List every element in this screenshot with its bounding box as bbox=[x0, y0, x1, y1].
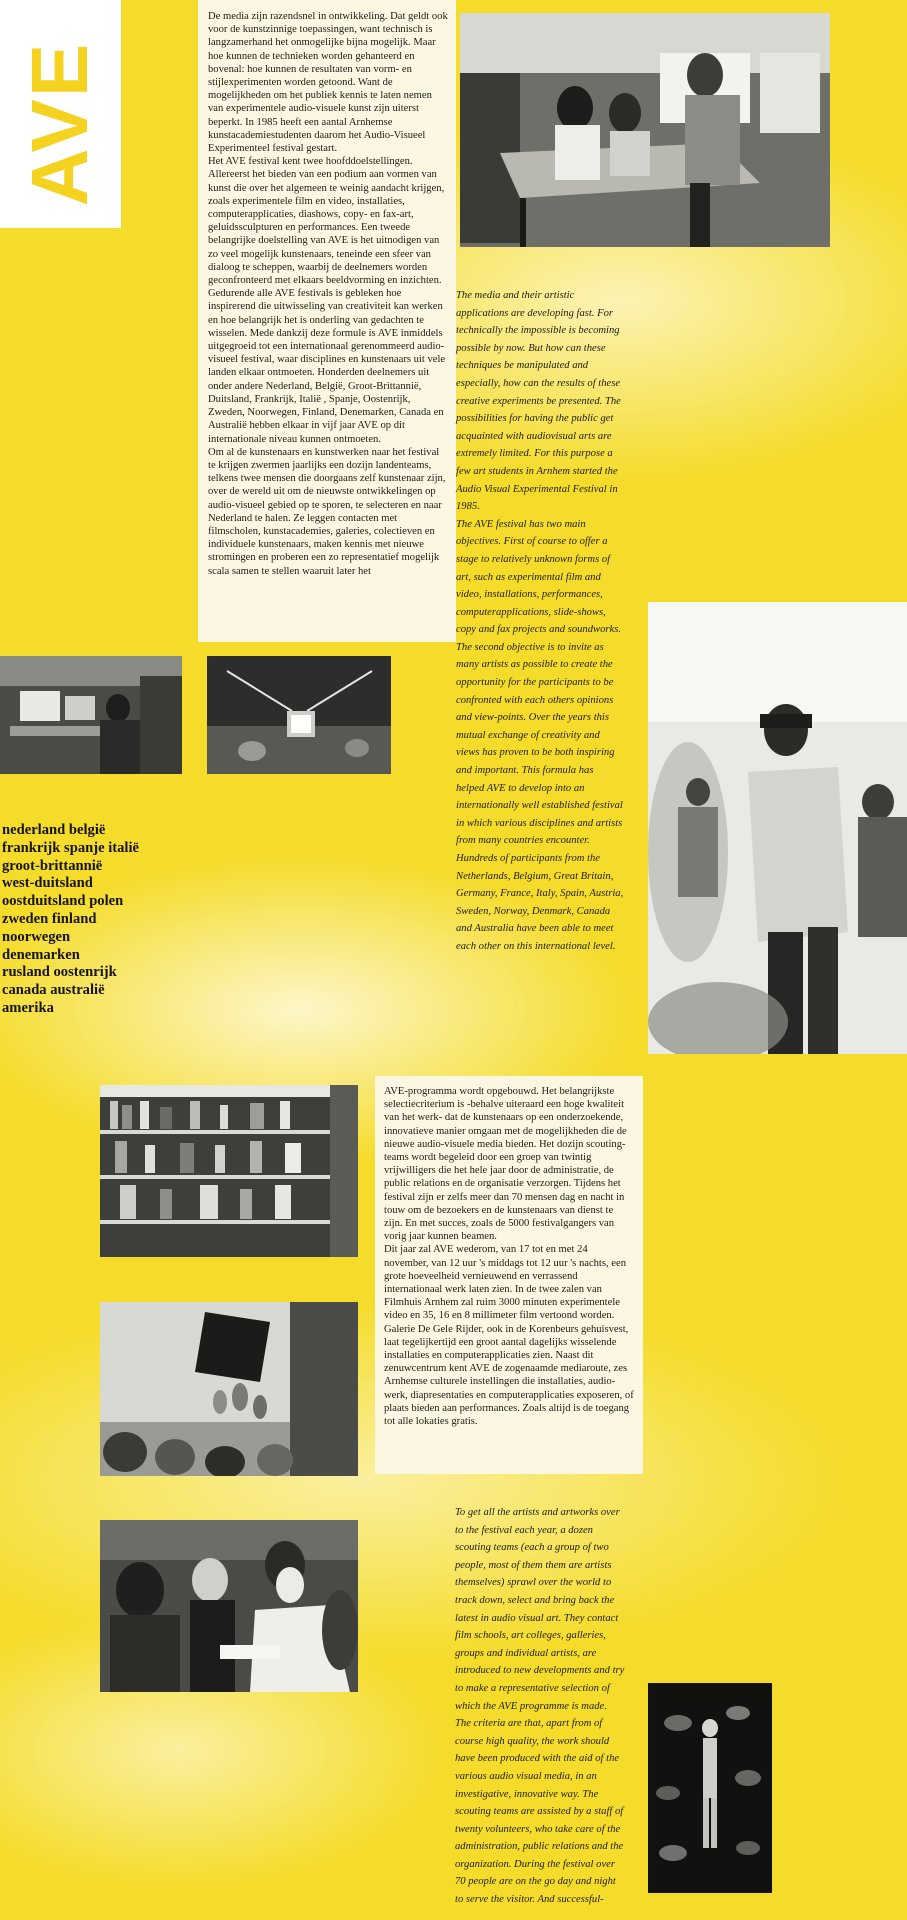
crowd-man-photo-icon bbox=[648, 602, 907, 1054]
english-intro-paragraph: The AVE festival has two main objectives. First of course to offer a stage to relatively unknown forms of art, such as experimental film and video, installations, performances, computerapplications, slide-shows, copy and fax projects and soundworks. The second objective is to invite as many artists as possible to create the opportunity for the participants to be confronted with each others opinions and view-points. Over the years this mutual exchange of creativity and views has proven to be both inspiring and important. This formula has helped AVE to develop into an internationally well established festival in which various disciplines and artists from many countries encounter. Hundreds of participants from the Netherlands, Belgium, Great Britain, Germany, France, Italy, Spain, Austria, Sweden, Norway, Denmark, Canada and Australia have been able to meet each other on this international level. bbox=[456, 518, 624, 952]
monitor-room-photo-icon bbox=[0, 656, 182, 774]
country-list-item: groot-brittannië bbox=[2, 857, 103, 874]
country-list-item: noorwegen bbox=[2, 928, 71, 945]
figure-artwork-photo-icon bbox=[648, 1683, 772, 1893]
dutch-intro-paragraph: Om al de kunstenaars en kunstwerken naar het festival te krijgen zwermen jaarlijks een dozijn landenteams, telkens twee mensen die doorgaans zelf kunstenaar zijn, over de wereld uit om de nieuwste ontwikkelingen op audio-visueel gebied op te sporen, te selecteren en naar Nederland te halen. Ze leggen contacten met filmscholen, kunstacademies, galeries, colectieven en individuele kunstenaars, maken kennis met nieuwe stromingen en proberen een zo representatief mogelijk scala samen te stellen waaruit later het bbox=[208, 446, 446, 577]
country-list-item: amerika bbox=[2, 999, 54, 1016]
country-list-item: zweden finland bbox=[2, 910, 97, 927]
english-intro-text bbox=[456, 287, 624, 956]
dutch-intro-text bbox=[208, 10, 448, 578]
dutch-programme-paragraph: AVE-programma wordt opgebouwd. Het belangrijkste selectiecriterium is -behalve uiteraard een hoge kwaliteit van het werk- dat de kunstenaars op een onderzoekende, innovatieve manier omgaan met de mogelijkheden die de nieuwe audio-visuele media bieden. Het dozijn scouting-teams wordt begeleid door een groep van twintig vrijwilligers die het hele jaar door de administratie, de public relations en de organisatie verzorgen. Tijdens het festival zijn er zelfs meer dan 70 mensen dag en nacht in touw om de bezoekers en de kunstenaars van dienst te zijn. En met succes, zoals de 5000 festivalgangers van vorig jaar kunnen beamen. bbox=[384, 1086, 627, 1243]
audience-woman-photo-icon bbox=[100, 1520, 358, 1692]
english-intro-paragraph: The media and their artistic applications are developing fast. For technically the impossible is becoming possible by now. But how can these techniques be manipulated and especially, how can the results of these creative experiments be presented. The possibilities for having the public get acquainted with audiovisual arts are extremely limited. For this purpose a few art students in Arnhem started the Audio Visual Experimental Festival in 1985. bbox=[456, 290, 621, 513]
country-list-item: rusland oostenrijk bbox=[2, 964, 117, 981]
country-list-item: nederland belgië bbox=[2, 822, 106, 838]
country-list-item: west-duitsland bbox=[2, 875, 93, 892]
dutch-intro-paragraph: Het AVE festival kent twee hoofddoelstellingen. Allereerst het bieden van een podium aan vormen van kunst die over het algemeen te weinig aandacht krijgen, zoals experimentele film en video, installaties, computerapplicaties, diashows, copy- en fax-art, geluidssculpturen en performances. Een tweede belangrijke doelstelling van AVE is het uitnodigen van zo veel mogelijk kunstenaars, teneinde een sfeer van dialoog te scheppen, waarbij de deelnemers worden geconfronteerd met elkaars beeldvorming en inzichten. Gedurende alle AVE festivals is gebleken hoe inspirerend die uitwisseling van creativiteit kan werken en hoe belangrijk het is onderling van gedachten te wisselen. Mede dankzij deze formule is AVE inmiddels uitgegroeid tot een internationaal gerenommeerd audio-visueel festival, waar disciplines en kunstenaars uit vele landen elkaar ontmoeten. Honderden deelnemers uit onder andere Nederland, België, Groot-Brittannië, Duitsland, Frankrijk, Italië , Spanje, Oostenrijk, Zweden, Noorwegen, Finland, Denemarken, Canada en Australië hebben elkaar in vijf jaar AVE op dit internationale niveau kunnen ontmoeten. bbox=[208, 156, 446, 445]
dutch-programme-paragraph: Dit jaar zal AVE wederom, van 17 tot en met 24 november, van 12 uur 's middags tot 12 uur 's nachts, een grote hoeveelheid vernieuwend en verrassend internationaal werk laten zien. In de twee zalen van Filmhuis Arnhem zal ruim 3000 minuten experimentele video en 35, 16 en 8 millimeter film vertoond worden. Galerie De Gele Rijder, ook in de Korenbeurs gehuisvest, laat tegelijkertijd een groot aantal dagelijks wisselende installaties en computerapplicaties zien. Naast dit zenuwcentrum kent AVE de zogenaamde mediaroute, zes Arnhemse culturele instellingen die installaties, audio-werk, diapresentaties en computerapplicaties exposeren, of plaats bieden aan performances. Zoals altijd is de toegang tot alle lokaties gratis. bbox=[384, 1244, 634, 1428]
country-list-item: frankrijk spanje italië bbox=[2, 839, 140, 856]
ave-logo-text: AVE bbox=[15, 41, 104, 207]
country-list bbox=[2, 822, 139, 1018]
hands-screen-photo-icon bbox=[100, 1302, 358, 1476]
archive-shelves-photo-icon bbox=[100, 1085, 358, 1257]
country-list-item: denemarken bbox=[2, 946, 80, 963]
tv-installation-photo-icon bbox=[207, 656, 391, 774]
ave-logo bbox=[0, 0, 121, 228]
country-list-item: canada australië bbox=[2, 982, 105, 999]
english-scouting-text bbox=[455, 1504, 625, 1909]
english-scouting-paragraph: To get all the artists and artworks over to the festival each year, a dozen scouting teams (each a group of two people, most of them them are artists themselves) sprawl over the world to track down, select and bring back the latest in audio visual art. They contact film schools, art colleges, galleries, groups and individual artists, are introduced to new developments and try to make a representative selection of which the AVE programme is made. The criteria are that, apart from of course high quality, the work should have been produced with the aid of the various audio visual media, in an investigative, innovative way. The scouting teams are assisted by a staff of twenty volunteers, who take care of the administration, public relations and the organization. During the festival over 70 people are on the go day and night to serve the visitor. And successful- bbox=[455, 1507, 625, 1906]
workshop-table-photo-icon bbox=[460, 13, 830, 247]
country-list-item: oostduitsland polen bbox=[2, 893, 124, 910]
dutch-intro-paragraph: De media zijn razendsnel in ontwikkeling. Dat geldt ook voor de kunstzinnige toepassingen, want technisch is langzamerhand het onmogelijke bijna mogelijk. Maar hoe kunnen de technieken worden gehanteerd en bovenal: hoe kunnen de resultaten van vorm- en stijlexperimenten worden getoond. Want de mogelijkheden om het publiek kennis te laten nemen van experimentele audio-visuele kunst zijn uiterst beperkt. In 1985 heeft een aantal Arnhemse kunstacademiestudenten daarom het Audio-Visueel Experimenteel festival gestart. bbox=[208, 11, 448, 155]
dutch-programme-text bbox=[384, 1085, 634, 1428]
